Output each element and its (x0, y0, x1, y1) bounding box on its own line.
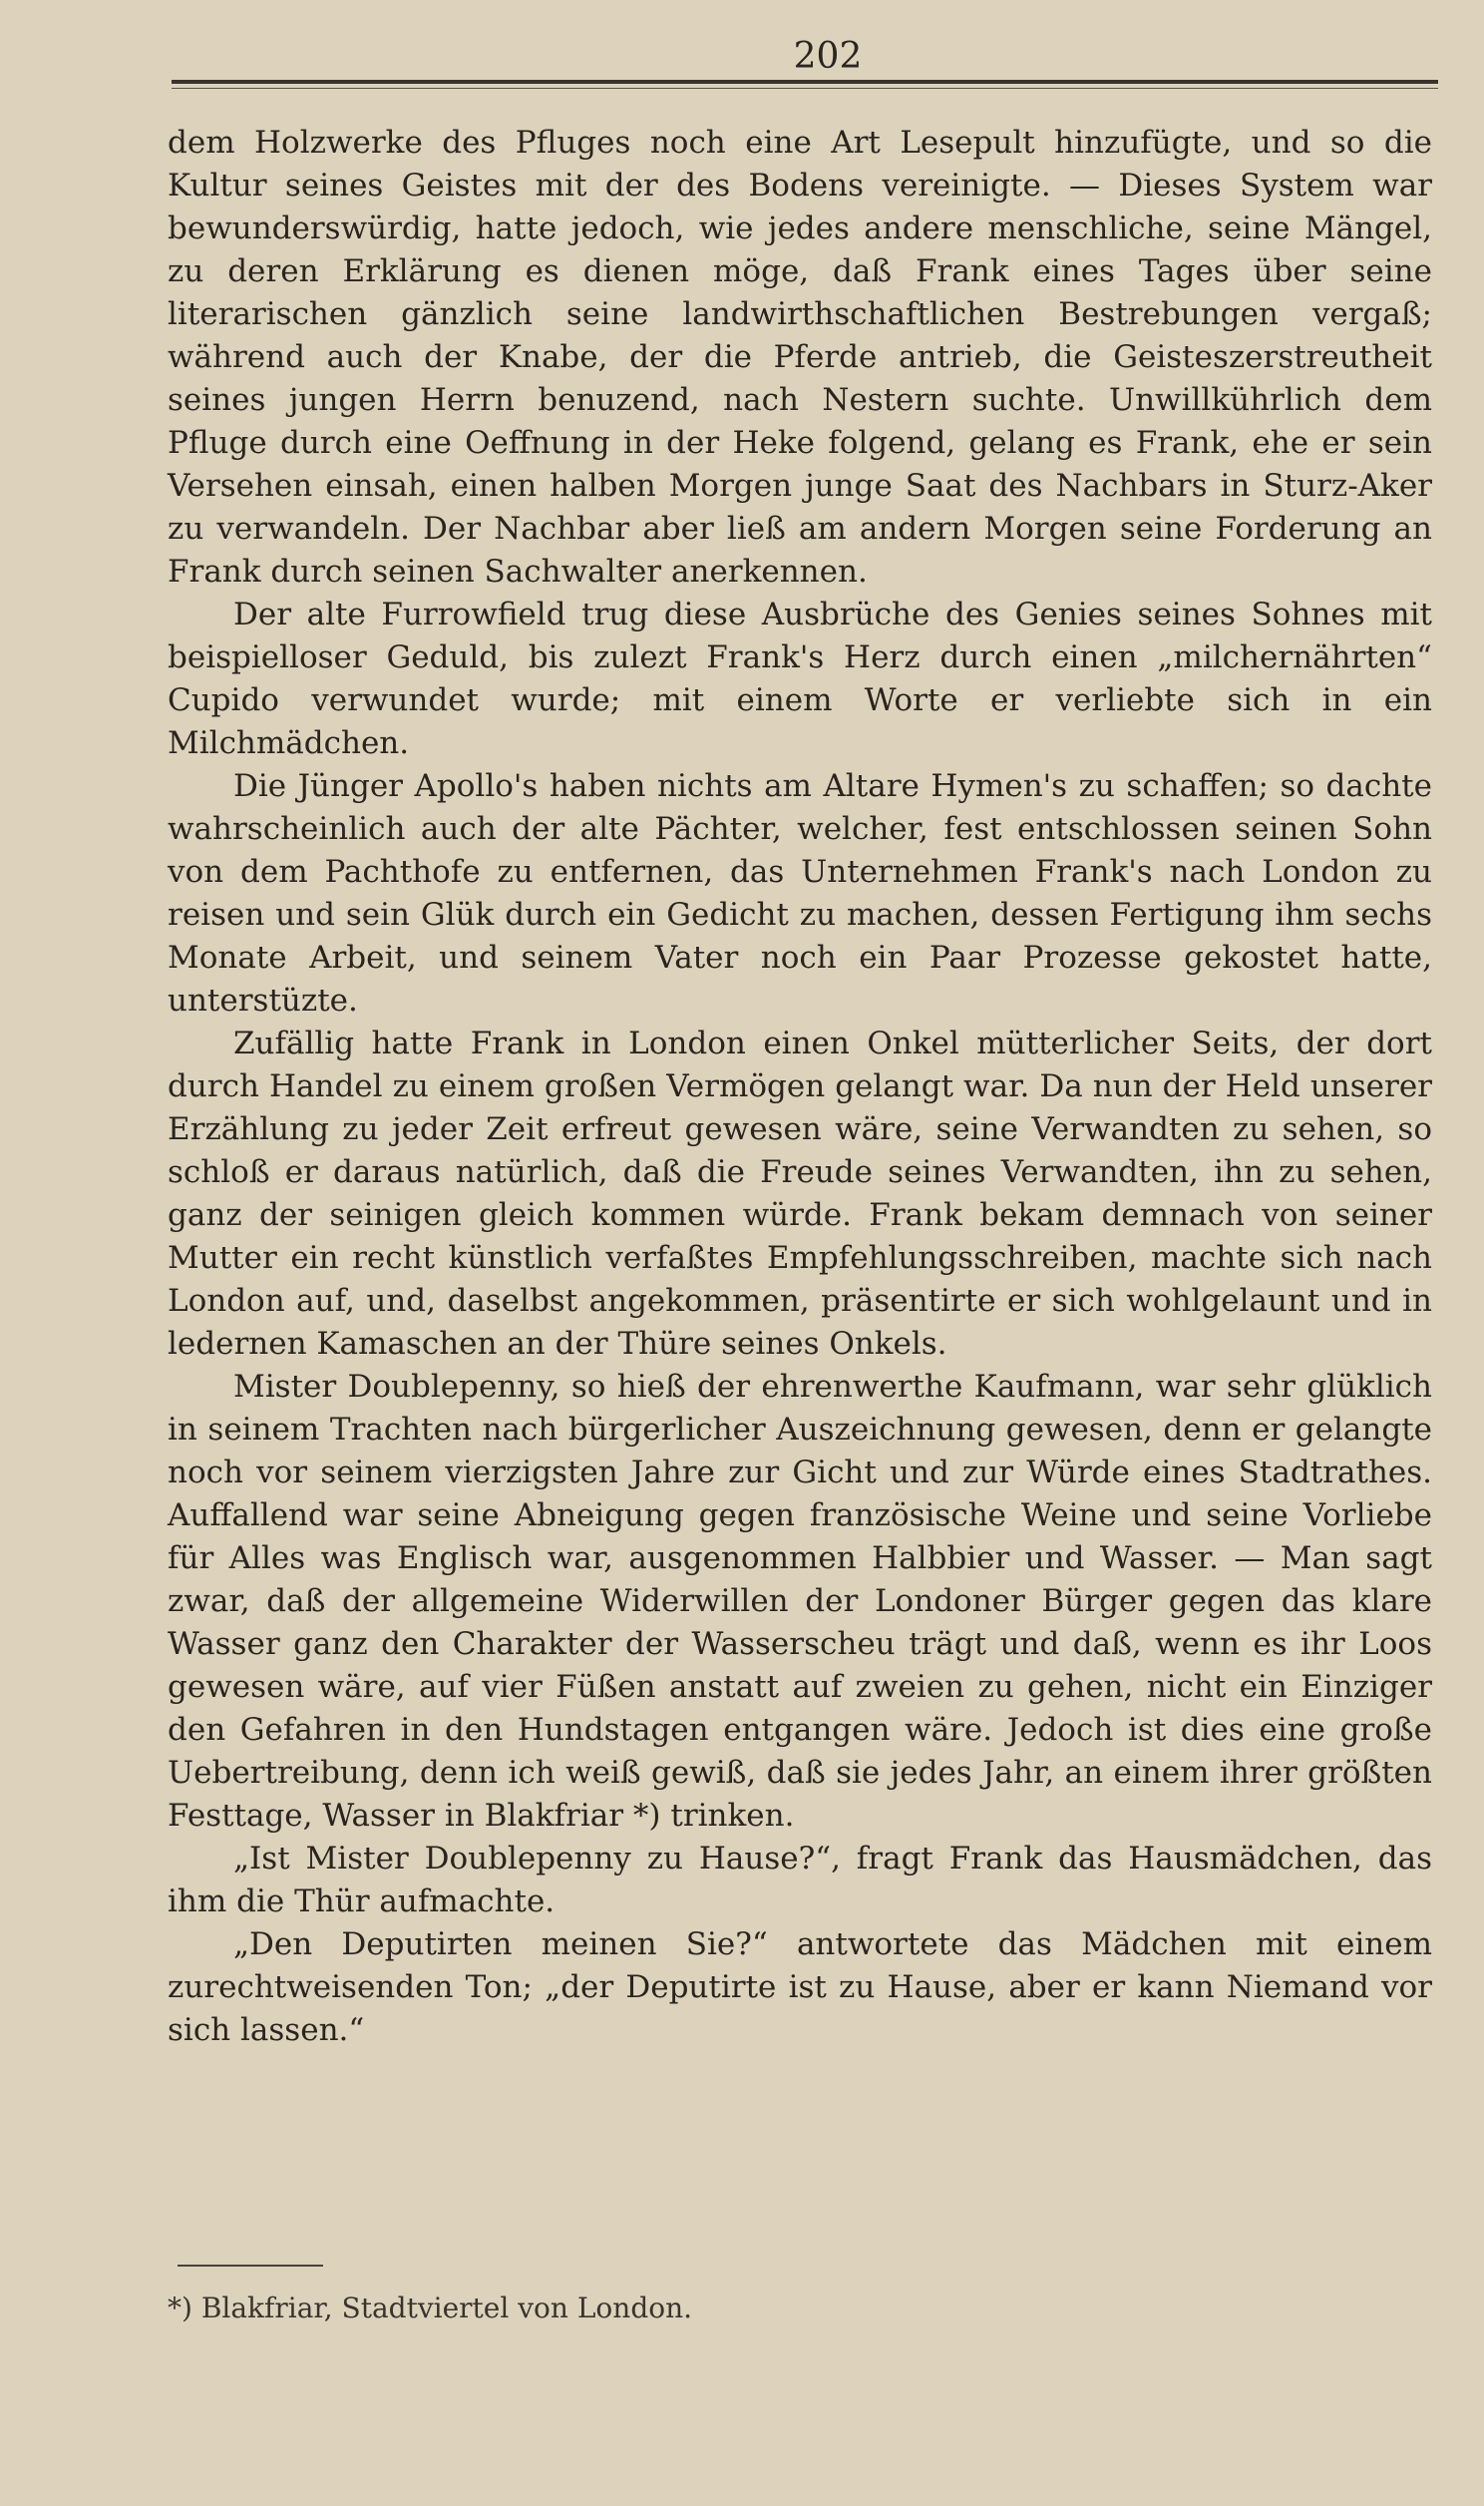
paragraph: „Den Deputirten meinen Sie?“ antwortete das Mädchen mit einem zurechtweisenden Ton; „der Deputirte ist zu Hause, aber er kann Niemand vor sich lassen.“ (168, 1926, 1432, 2048)
paragraph: „Ist Mister Doublepenny zu Hause?“, fragt Frank das Hausmädchen, das ihm die Thür aufmachte. (168, 1841, 1432, 1919)
header-rule-thin (172, 88, 1438, 89)
footnote-rule (178, 2265, 323, 2267)
body-text (168, 122, 1432, 2052)
paragraph-continued: dem Holzwerke des Pfluges noch eine Art Lesepult hinzufügte, und so die Kultur seines Geistes mit der des Bodens vereinigte. — Dieses System war bewunderswürdig, hatte jedoch, wie jedes andere menschliche, seine Mängel, zu deren Erklärung es dienen möge, daß Frank eines Tages über seine literarischen gänzlich seine landwirthschaftlichen Bestrebungen vergaß; während auch der Knabe, der die Pferde antrieb, die Geisteszerstreutheit seines jungen Herrn benuzend, nach Nestern suchte. Unwillkührlich dem Pfluge durch eine Oeffnung in der Heke folgend, gelang es Frank, ehe er sein Versehen einsah, einen halben Morgen junge Saat des Nachbars in Sturz-Aker zu verwandeln. Der Nachbar aber ließ am andern Morgen seine Forderung an Frank durch seinen Sachwalter anerkennen. (168, 125, 1432, 590)
paragraph: Der alte Furrowfield trug diese Ausbrüche des Genies seines Sohnes mit beispielloser Geduld, bis zulezt Frank's Herz durch einen „milchernährten“ Cupido verwundet wurde; mit einem Worte er verliebte sich in ein Milchmädchen. (168, 597, 1432, 761)
paragraph: Mister Doublepenny, so hieß der ehrenwerthe Kaufmann, war sehr glüklich in seinem Trachten nach bürgerlicher Auszeichnung gewesen, denn er gelangte noch vor seinem vierzigsten Jahre zur Gicht und zur Würde eines Stadtrathes. Auffallend war seine Abneigung gegen französische Weine und seine Vorliebe für Alles was Englisch war, ausgenommen Halbbier und Wasser. — Man sagt zwar, daß der allgemeine Widerwillen der Londoner Bürger gegen das klare Wasser ganz den Charakter der Wasserscheu trägt und daß, wenn es ihr Loos gewesen wäre, auf vier Füßen anstatt auf zweien zu gehen, nicht ein Einziger den Gefahren in den Hundstagen entgangen wäre. Jedoch ist dies eine große Uebertreibung, denn ich weiß gewiß, daß sie jedes Jahr, an einem ihrer größten Festtage, Wasser in Blakfriar *) trinken. (168, 1369, 1432, 1834)
footnote: *) Blakfriar, Stadtviertel von London. (168, 2292, 693, 2324)
paragraph: Zufällig hatte Frank in London einen Onkel mütterlicher Seits, der dort durch Handel zu einem großen Vermögen gelangt war. Da nun der Held unserer Erzählung zu jeder Zeit erfreut gewesen wäre, seine Verwandten zu sehen, so schloß er daraus natürlich, daß die Freude seines Verwandten, ihn zu sehen, ganz der seinigen gleich kommen würde. Frank bekam demnach von seiner Mutter ein recht künstlich verfaßtes Empfehlungsschreiben, machte sich nach London auf, und, daselbst angekommen, präsentirte er sich wohlgelaunt und in ledernen Kamaschen an der Thüre seines Onkels. (168, 1026, 1432, 1362)
page-number: 202 (793, 36, 863, 77)
header-rule (172, 80, 1438, 84)
paragraph: Die Jünger Apollo's haben nichts am Altare Hymen's zu schaffen; so dachte wahrscheinlich auch der alte Pächter, welcher, fest entschlossen seinen Sohn von dem Pachthofe zu entfernen, das Unternehmen Frank's nach London zu reisen und sein Glük durch ein Gedicht zu machen, dessen Fertigung ihm sechs Monate Arbeit, und seinem Vater noch ein Paar Prozesse gekostet hatte, unterstüzte. (168, 768, 1432, 1019)
